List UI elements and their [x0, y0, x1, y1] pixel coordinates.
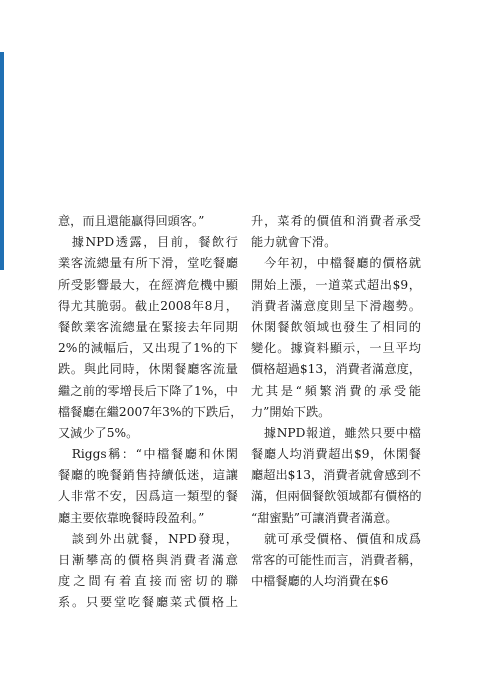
text-line: 據NPD透露，目前，餐飲行 [58, 235, 238, 250]
text-line: 日漸攀高的價格與消費者滿意 [58, 553, 238, 567]
article-left-column [58, 211, 243, 614]
article-right-column [251, 211, 421, 592]
text-line: “甜蜜點”可讓消費者滿意。 [251, 510, 398, 525]
text-line: 就可承受價格、價值和成爲 [251, 531, 421, 546]
text-line: Riggs稱：“中檔餐廳和休閑 [58, 447, 238, 462]
text-line: 2%的減幅后，又出現了1%的下 [58, 341, 238, 356]
text-line: 滿，但兩個餐飲領域都有價格的 [251, 489, 422, 504]
text-line: 變化。據資料顯示，一旦平均 [251, 341, 421, 356]
text-line: 度之間有着直接而密切的聯 [58, 574, 238, 589]
text-line: 價格超過$13，消費者滿意度， [251, 362, 421, 377]
text-line: 所受影響最大，在經濟危機中顯 [58, 277, 238, 292]
text-line: 力”開始下跌。 [251, 404, 331, 419]
text-line: 廳超出$13，消費者就會感到不 [251, 468, 421, 483]
text-line: 餐廳的晚餐銷售持續低迷，這讓 [58, 468, 238, 483]
text-line: 得尤其脆弱。截止2008年8月， [58, 298, 238, 313]
text-line: 據NPD報道，雖然只要中檔 [251, 425, 421, 440]
text-line: 又減少了5%。 [58, 425, 139, 440]
text-line: 繼之前的零增長后下降了1%，中 [58, 383, 238, 398]
text-line: 跌。與此同時，休閑餐廳客流量 [58, 362, 238, 377]
text-line: 今年初，中檔餐廳的價格就 [251, 256, 421, 271]
text-line: 中檔餐廳的人均消費在$6 [251, 574, 389, 589]
text-line: 業客流總量有所下滑，堂吃餐廳 [58, 256, 238, 271]
text-line: 餐飲業客流總量在緊接去年同期 [58, 319, 238, 334]
text-line: 休閑餐飲領域也發生了相同的 [251, 319, 421, 334]
text-line: 消費者滿意度則呈下滑趨勢。 [251, 298, 421, 313]
text-line: 意，而且還能贏得回頭客。” [58, 214, 205, 228]
text-line: 餐廳人均消費超出$9，休閑餐 [251, 447, 421, 462]
text-line: 人非常不安，因爲這一類型的餐 [58, 489, 238, 504]
text-line: 系。只要堂吃餐廳菜式價格上 [58, 595, 238, 610]
text-line: 檔餐廳在繼2007年3%的下跌后， [58, 404, 243, 419]
text-line: 談到外出就餐，NPD發現， [58, 531, 238, 546]
text-line: 尤其是“頻繁消費的承受能 [251, 383, 421, 398]
text-line: 常客的可能性而言，消費者稱， [251, 553, 422, 567]
text-line: 開始上漲，一道菜式超出$9， [251, 277, 421, 292]
text-line: 升，菜肴的價值和消費者承受 [251, 214, 421, 228]
text-line: 廳主要依靠晚餐時段盈利。” [58, 510, 205, 525]
text-line: 能力就會下滑。 [251, 235, 337, 250]
edge-accent-bar [0, 52, 4, 270]
